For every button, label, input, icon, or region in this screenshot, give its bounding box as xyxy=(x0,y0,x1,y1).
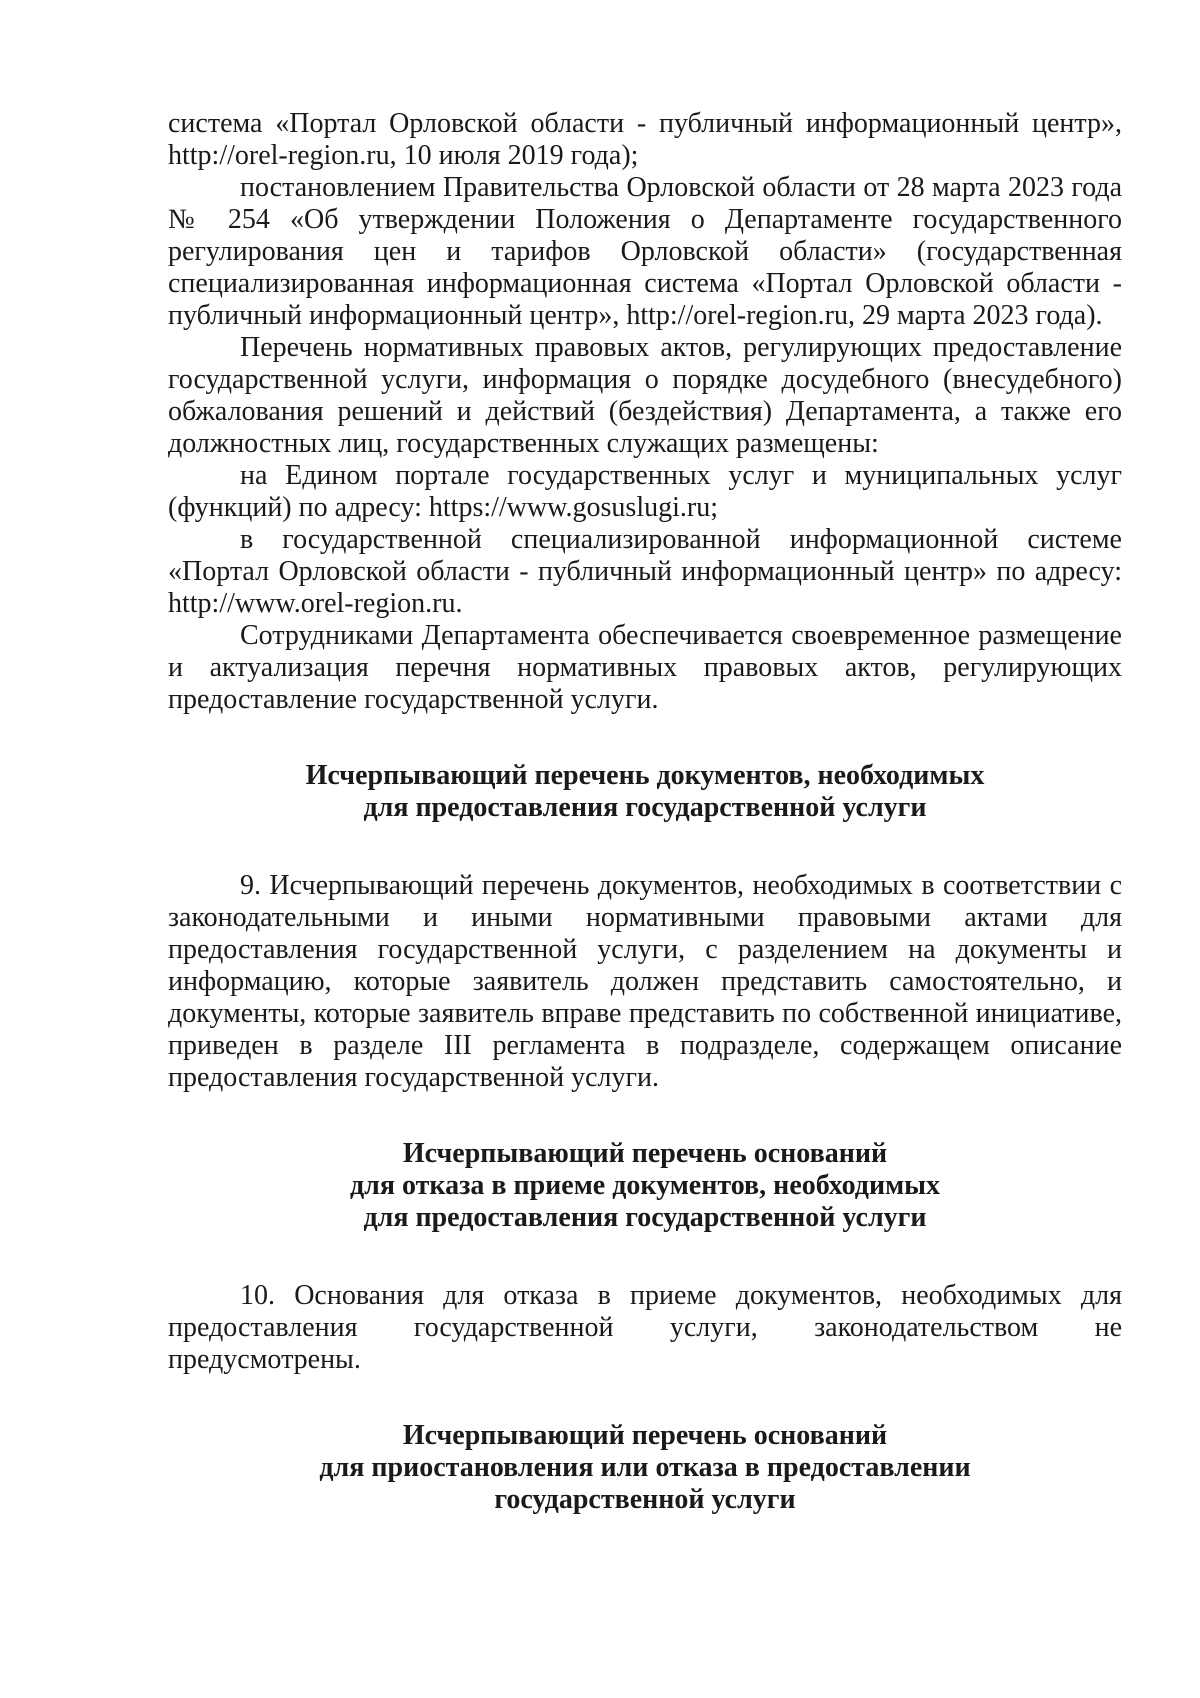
paragraph-gosuslugi: на Едином портале государственных услуг и муниципальных услуг (функций) по адресу: https://www.gosuslugi.ru; xyxy=(168,460,1122,523)
heading-line: для предоставления государственной услуги xyxy=(363,792,927,823)
heading-line: для предоставления государственной услуги xyxy=(363,1202,927,1233)
heading-line: Исчерпывающий перечень оснований xyxy=(402,1138,888,1169)
document-body xyxy=(168,108,1122,1516)
heading-line: для приостановления или отказа в предоставлении xyxy=(319,1452,971,1483)
paragraph-list-placement: Перечень нормативных правовых актов, регулирующих предоставление государственной услуги, информация о порядке досудебного (внесудебного) обжалования решений и действий (бездействия) Департамента, а также его должностных лиц, государственных служащих размещены: xyxy=(168,332,1122,459)
heading-line: Исчерпывающий перечень оснований xyxy=(402,1420,888,1451)
heading-documents-list xyxy=(168,760,1122,824)
heading-line: для отказа в приеме документов, необходимых xyxy=(349,1170,941,1201)
heading-line: государственной услуги xyxy=(494,1484,796,1515)
heading-line: Исчерпывающий перечень документов, необходимых xyxy=(305,760,985,791)
paragraph-resolution: постановлением Правительства Орловской области от 28 марта 2023 года № 254 «Об утверждении Положения о Департаменте государственного регулирования цен и тарифов Орловской области» (государственная специализированная информационная система «Портал Орловской области - публичный информационный центр», http://orel-region.ru, 29 марта 2023 года). xyxy=(168,172,1122,331)
heading-suspension-grounds xyxy=(168,1420,1122,1516)
paragraph-staff-duty: Сотрудниками Департамента обеспечивается своевременное размещение и актуализация перечня нормативных правовых актов, регулирующих предоставление государственной услуги. xyxy=(168,620,1122,715)
paragraph-orel-portal: в государственной специализированной информационной системе «Портал Орловской области - публичный информационный центр» по адресу: http://www.orel-region.ru. xyxy=(168,524,1122,619)
paragraph-continuation: система «Портал Орловской области - публичный информационный центр», http://orel-region.ru, 10 июля 2019 года); xyxy=(168,108,1122,171)
paragraph-item-9: 9. Исчерпывающий перечень документов, необходимых в соответствии с законодательными и иными нормативными правовыми актами для предоставления государственной услуги, с разделением на документы и информацию, которые заявитель должен представить самостоятельно, и документы, которые заявитель вправе представить по собственной инициативе, приведен в разделе III регламента в подразделе, содержащем описание предоставления государственной услуги. xyxy=(168,870,1122,1093)
paragraph-item-10: 10. Основания для отказа в приеме документов, необходимых для предоставления государственной услуги, законодательством не предусмотрены. xyxy=(168,1280,1122,1375)
heading-refusal-grounds xyxy=(168,1138,1122,1234)
